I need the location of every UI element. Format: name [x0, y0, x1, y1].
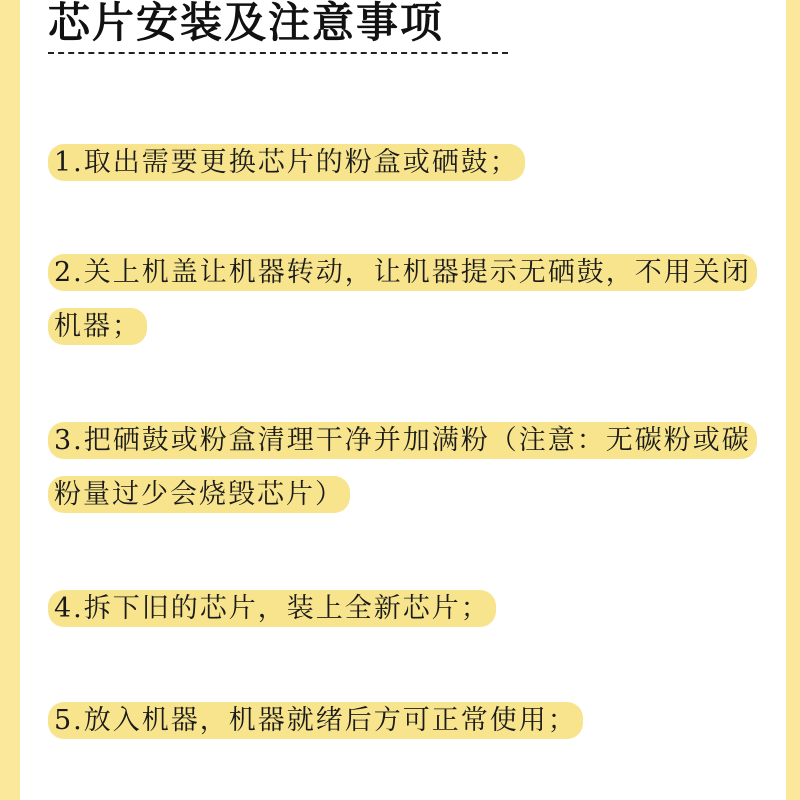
step-2 [48, 246, 760, 354]
page-title: 芯片安装及注意事项 [48, 0, 445, 47]
step-4-text: 4.拆下旧的芯片，装上全新芯片； [48, 590, 496, 627]
instruction-card [20, 0, 786, 800]
step-5-text: 5.放入机器，机器就绪后方可正常使用； [48, 702, 583, 739]
step-5 [48, 694, 760, 748]
step-3-text: 3.把硒鼓或粉盒清理干净并加满粉（注意：无碳粉或碳粉量过少会烧毁芯片） [48, 422, 757, 513]
step-4 [48, 582, 760, 636]
step-3 [48, 414, 760, 522]
step-1-text: 1.取出需要更换芯片的粉盒或硒鼓； [48, 144, 525, 181]
title-divider [48, 52, 508, 54]
step-2-text: 2.关上机盖让机器转动，让机器提示无硒鼓，不用关闭机器； [48, 254, 757, 345]
step-1 [48, 136, 760, 190]
